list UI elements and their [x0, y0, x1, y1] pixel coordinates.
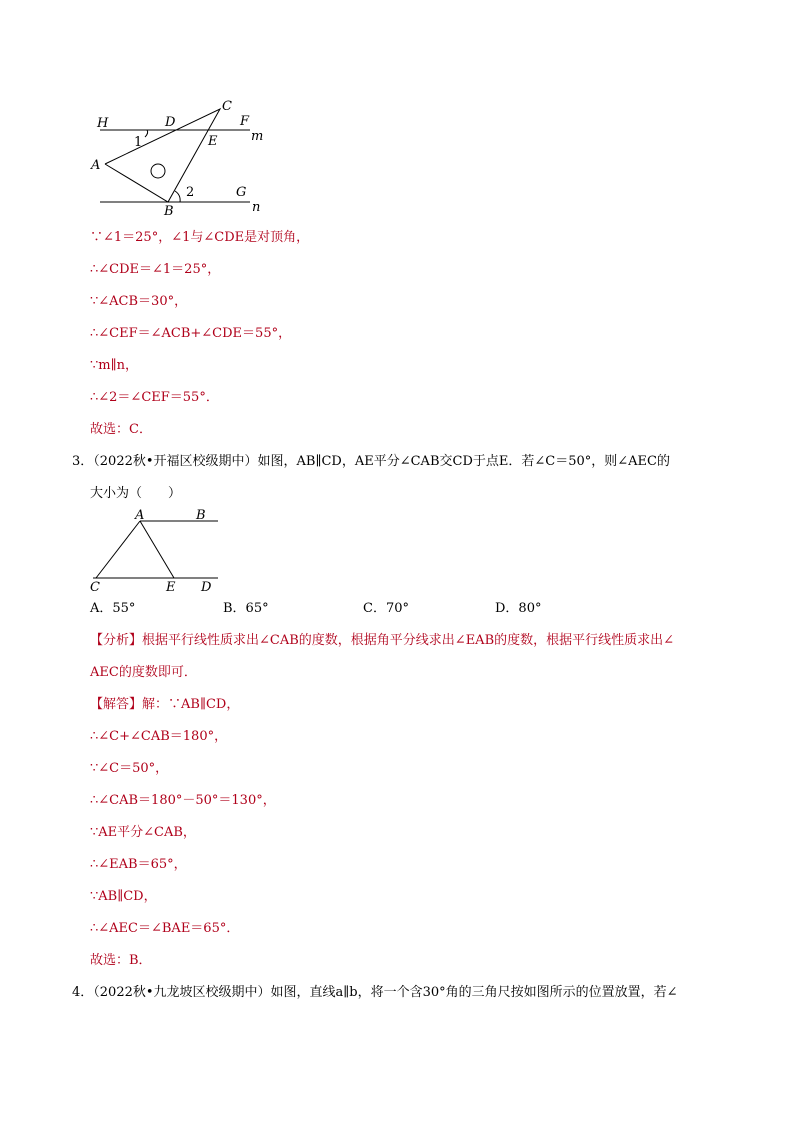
segment-AE [140, 521, 174, 578]
solution1-line: ∵∠ACB＝30°， [90, 294, 188, 309]
answer-step: ∴∠CAB＝180°－50°＝130°， [90, 793, 276, 808]
label-D: D [201, 580, 212, 594]
label-E: E [166, 580, 176, 594]
final-answer: 故选：B． [90, 953, 152, 968]
answer-step: ∵AE平分∠CAB， [90, 825, 196, 840]
label-E: E [208, 134, 218, 149]
triangle-ruler [105, 109, 220, 202]
answer-line [90, 697, 239, 713]
label-angle-1: 1 [134, 135, 143, 150]
solution1-line: ∵m∥n， [90, 358, 138, 373]
label-B: B [196, 508, 206, 523]
answer-step: ∴∠C+∠CAB＝180°， [90, 729, 228, 744]
solution1-line: ∴∠CEF＝∠ACB+∠CDE＝55°， [90, 326, 292, 341]
label-A: A [91, 158, 101, 173]
label-H: H [97, 116, 109, 131]
label-B: B [164, 204, 174, 219]
label-C: C [222, 99, 232, 114]
option-d[interactable]: D．80° [495, 601, 542, 616]
answer-tag: 【解答】 [90, 697, 143, 712]
answer-lead: 解：∵AB∥CD， [142, 697, 240, 712]
angle-2-arc [175, 191, 180, 202]
figure-parallel-ab-cd [88, 506, 223, 594]
solution1-answer: 故选：C． [90, 422, 152, 437]
analysis-tag: 【分析】 [90, 633, 143, 648]
option-a[interactable]: A．55° [90, 601, 136, 616]
triangle-hole [151, 164, 165, 178]
question3-stem-cont: 大小为（ ） [90, 486, 182, 501]
solution1-line: ∴∠2＝∠CEF＝55°． [90, 390, 219, 405]
option-c[interactable]: C．70° [363, 601, 409, 616]
solution1-line: ∵∠1＝25°，∠1与∠CDE是对顶角， [90, 230, 310, 245]
label-A: A [135, 508, 145, 523]
label-n: n [252, 200, 261, 215]
question4-stem: 4．（2022秋•九龙坡区校级期中）如图，直线a∥b，将一个含30°角的三角尺按如图所示的位置放置，若∠ [72, 985, 678, 1000]
option-b[interactable]: B．65° [223, 601, 269, 616]
segment-AC [96, 521, 140, 578]
label-F: F [240, 114, 250, 129]
analysis-line-cont: AEC的度数即可． [90, 665, 197, 680]
answer-step: ∵∠C＝50°， [90, 761, 169, 776]
angle-1-arc [145, 130, 148, 137]
answer-step: ∴∠AEC＝∠BAE＝65°． [90, 921, 240, 936]
label-G: G [236, 185, 247, 200]
label-angle-2: 2 [186, 185, 195, 200]
figure-parallel-lines-triangle [85, 95, 285, 220]
label-m: m [251, 129, 264, 144]
answer-step: ∴∠EAB＝65°， [90, 857, 187, 872]
label-D: D [165, 115, 176, 130]
analysis-line [90, 633, 674, 649]
answer-step: ∵AB∥CD， [90, 889, 157, 904]
label-C: C [90, 580, 100, 594]
question3-stem: 3．（2022秋•开福区校级期中）如图，AB∥CD，AE平分∠CAB交CD于点E．若∠C＝50°，则∠AEC的 [72, 454, 670, 469]
solution1-line: ∴∠CDE＝∠1＝25°， [90, 262, 221, 277]
analysis-text: 根据平行线性质求出∠CAB的度数，根据角平分线求出∠EAB的度数，根据平行线性质求出∠ [142, 633, 675, 648]
